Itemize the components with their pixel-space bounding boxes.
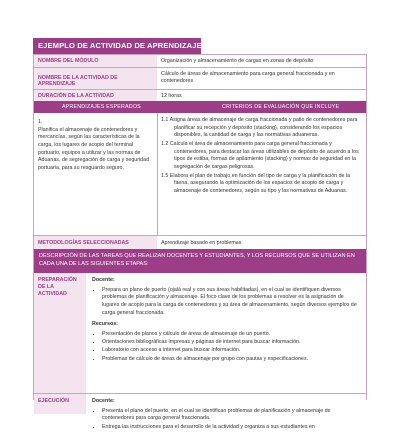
ejecucion-docente-heading: Docente: <box>92 398 115 404</box>
preparacion-docente-list <box>92 287 362 318</box>
metodologias-label: METODOLOGÍAS SELECCIONADAS <box>34 236 157 249</box>
criterio-number: 1.1 <box>161 117 169 123</box>
activity-header-title: EJEMPLO DE ACTIVIDAD DE APRENDIZAJE <box>33 38 201 54</box>
criterio-number: 1.2 <box>161 141 169 148</box>
criterio-number: 1.5 <box>161 172 169 179</box>
preparacion-recursos-heading: Recursos: <box>92 321 118 328</box>
metodologias-row <box>34 236 366 249</box>
list-item: • Presentación de planos y cálculo de áreas de almacenaje de un puerto. <box>102 331 362 339</box>
criterio-item <box>161 117 361 140</box>
ejecucion-content <box>92 398 362 434</box>
criterio-text: Asigna áreas de almacenaje de carga fraccionada y patio de contenedores para planificar su recepción y depósito (stacking), considerando los espacios disponibles, la cantidad de carga y las normativas aduaneras. <box>169 117 358 139</box>
aprendizaje-number: 1. <box>38 119 43 125</box>
preparacion-docente-heading: Docente: <box>92 277 115 283</box>
criterios-cell <box>161 117 361 197</box>
preparacion-label: PREPARACIÓN DE LA ACTIVIDAD <box>34 273 86 393</box>
list-item: • Problemas de cálculo de áreas de almacenaje por grupo con pautas y especificaciones. <box>102 356 362 364</box>
info-label: NOMBRE DE LA ACTIVIDAD DE APRENDIZAJE <box>34 68 157 89</box>
info-row-actividad <box>34 68 366 89</box>
table-header-band <box>34 101 366 113</box>
preparacion-recursos-list <box>92 331 362 363</box>
list-item: • Prepara un plano de puerto (ojalá real y con sus áreas habilitadas), en el cual se identifiquen diversos problemas de planificación y almacenaje. El foco clave de los problemas a resolver es la asignación de lugares de acopio para la carga de contenedores y su área de almacenamiento, según diversos ejemplos de carga general fraccionada. <box>102 287 362 318</box>
ejecucion-label: EJECUCIÓN <box>34 394 86 414</box>
list-item: • Entrega las instrucciones para el desarrollo de la actividad y organiza a sus estudiantes en <box>102 424 362 432</box>
aprendizaje-cell <box>38 119 153 173</box>
activity-sheet <box>33 54 367 430</box>
criterio-text: Calcula el área de almacenamiento para carga general fraccionada y contenedores, para destacar las áreas utilizables de depósito de acuerdo a los tipos de estiba, formas de apilamiento (stacking) y normas de seguridad en la segregación de cargas peligrosas. <box>169 141 359 171</box>
info-value: 12 horas <box>161 93 182 99</box>
info-row-modulo <box>34 55 366 67</box>
aprendizajes-header: APRENDIZAJES ESPERADOS <box>62 104 141 110</box>
criterio-item <box>161 141 361 172</box>
aprendizaje-text: Planifica el almacenaje de contenedores y mercancías, según las características de la carga, los lugares de acopio del terminal portuario, equipos a utilizar y las normas de Aduanas, de segregación de carga y seguridad portuaria, para su resguardo seguro. <box>38 126 150 172</box>
criterios-header: CRITERIOS DE EVALUACIÓN QUE INCLUYE <box>222 104 340 110</box>
column-divider <box>157 113 158 235</box>
list-item: • Laboratorio con acceso a internet para buscar información. <box>102 347 362 355</box>
info-row-duracion <box>34 90 366 101</box>
list-item: • Presenta el plano del puerto, en el cual se identifican problemas de planificación y almacenaje de contenedores para carga general fraccionada. <box>102 408 362 423</box>
criterio-item <box>161 173 361 196</box>
info-value: Cálculo de áreas de almacenamiento para carga general fraccionada y en contenedores <box>161 71 335 85</box>
list-item: • Orientaciones bibliográficas impresas y páginas de internet para buscar información. <box>102 339 362 347</box>
metodologias-value: Aprendizaje basado en problemas <box>161 240 242 246</box>
info-label: NOMBRE DEL MÓDULO <box>34 55 157 67</box>
descripcion-band: DESCRIPCIÓN DE LAS TAREAS QUE REALIZAN DOCENTES Y ESTUDIANTES, Y LOS RECURSOS QUE SE UTILIZAN EN CADA UNA DE LAS SIGUIENTES ETAPAS: <box>34 249 366 273</box>
info-label: DURACIÓN DE LA ACTIVIDAD <box>34 90 157 101</box>
info-value: Organización y almacenamiento de cargas en zonas de depósito <box>161 58 314 64</box>
preparacion-content <box>92 277 362 366</box>
ejecucion-docente-list <box>92 408 362 432</box>
criterio-text: Elabora el plan de trabajo en función del tipo de carga y la planificación de la faena, asegurando la optimización de los espacios de acopio de carga y almacenaje de contenedores, según su tipo y las normativas de Aduanas. <box>169 172 351 195</box>
